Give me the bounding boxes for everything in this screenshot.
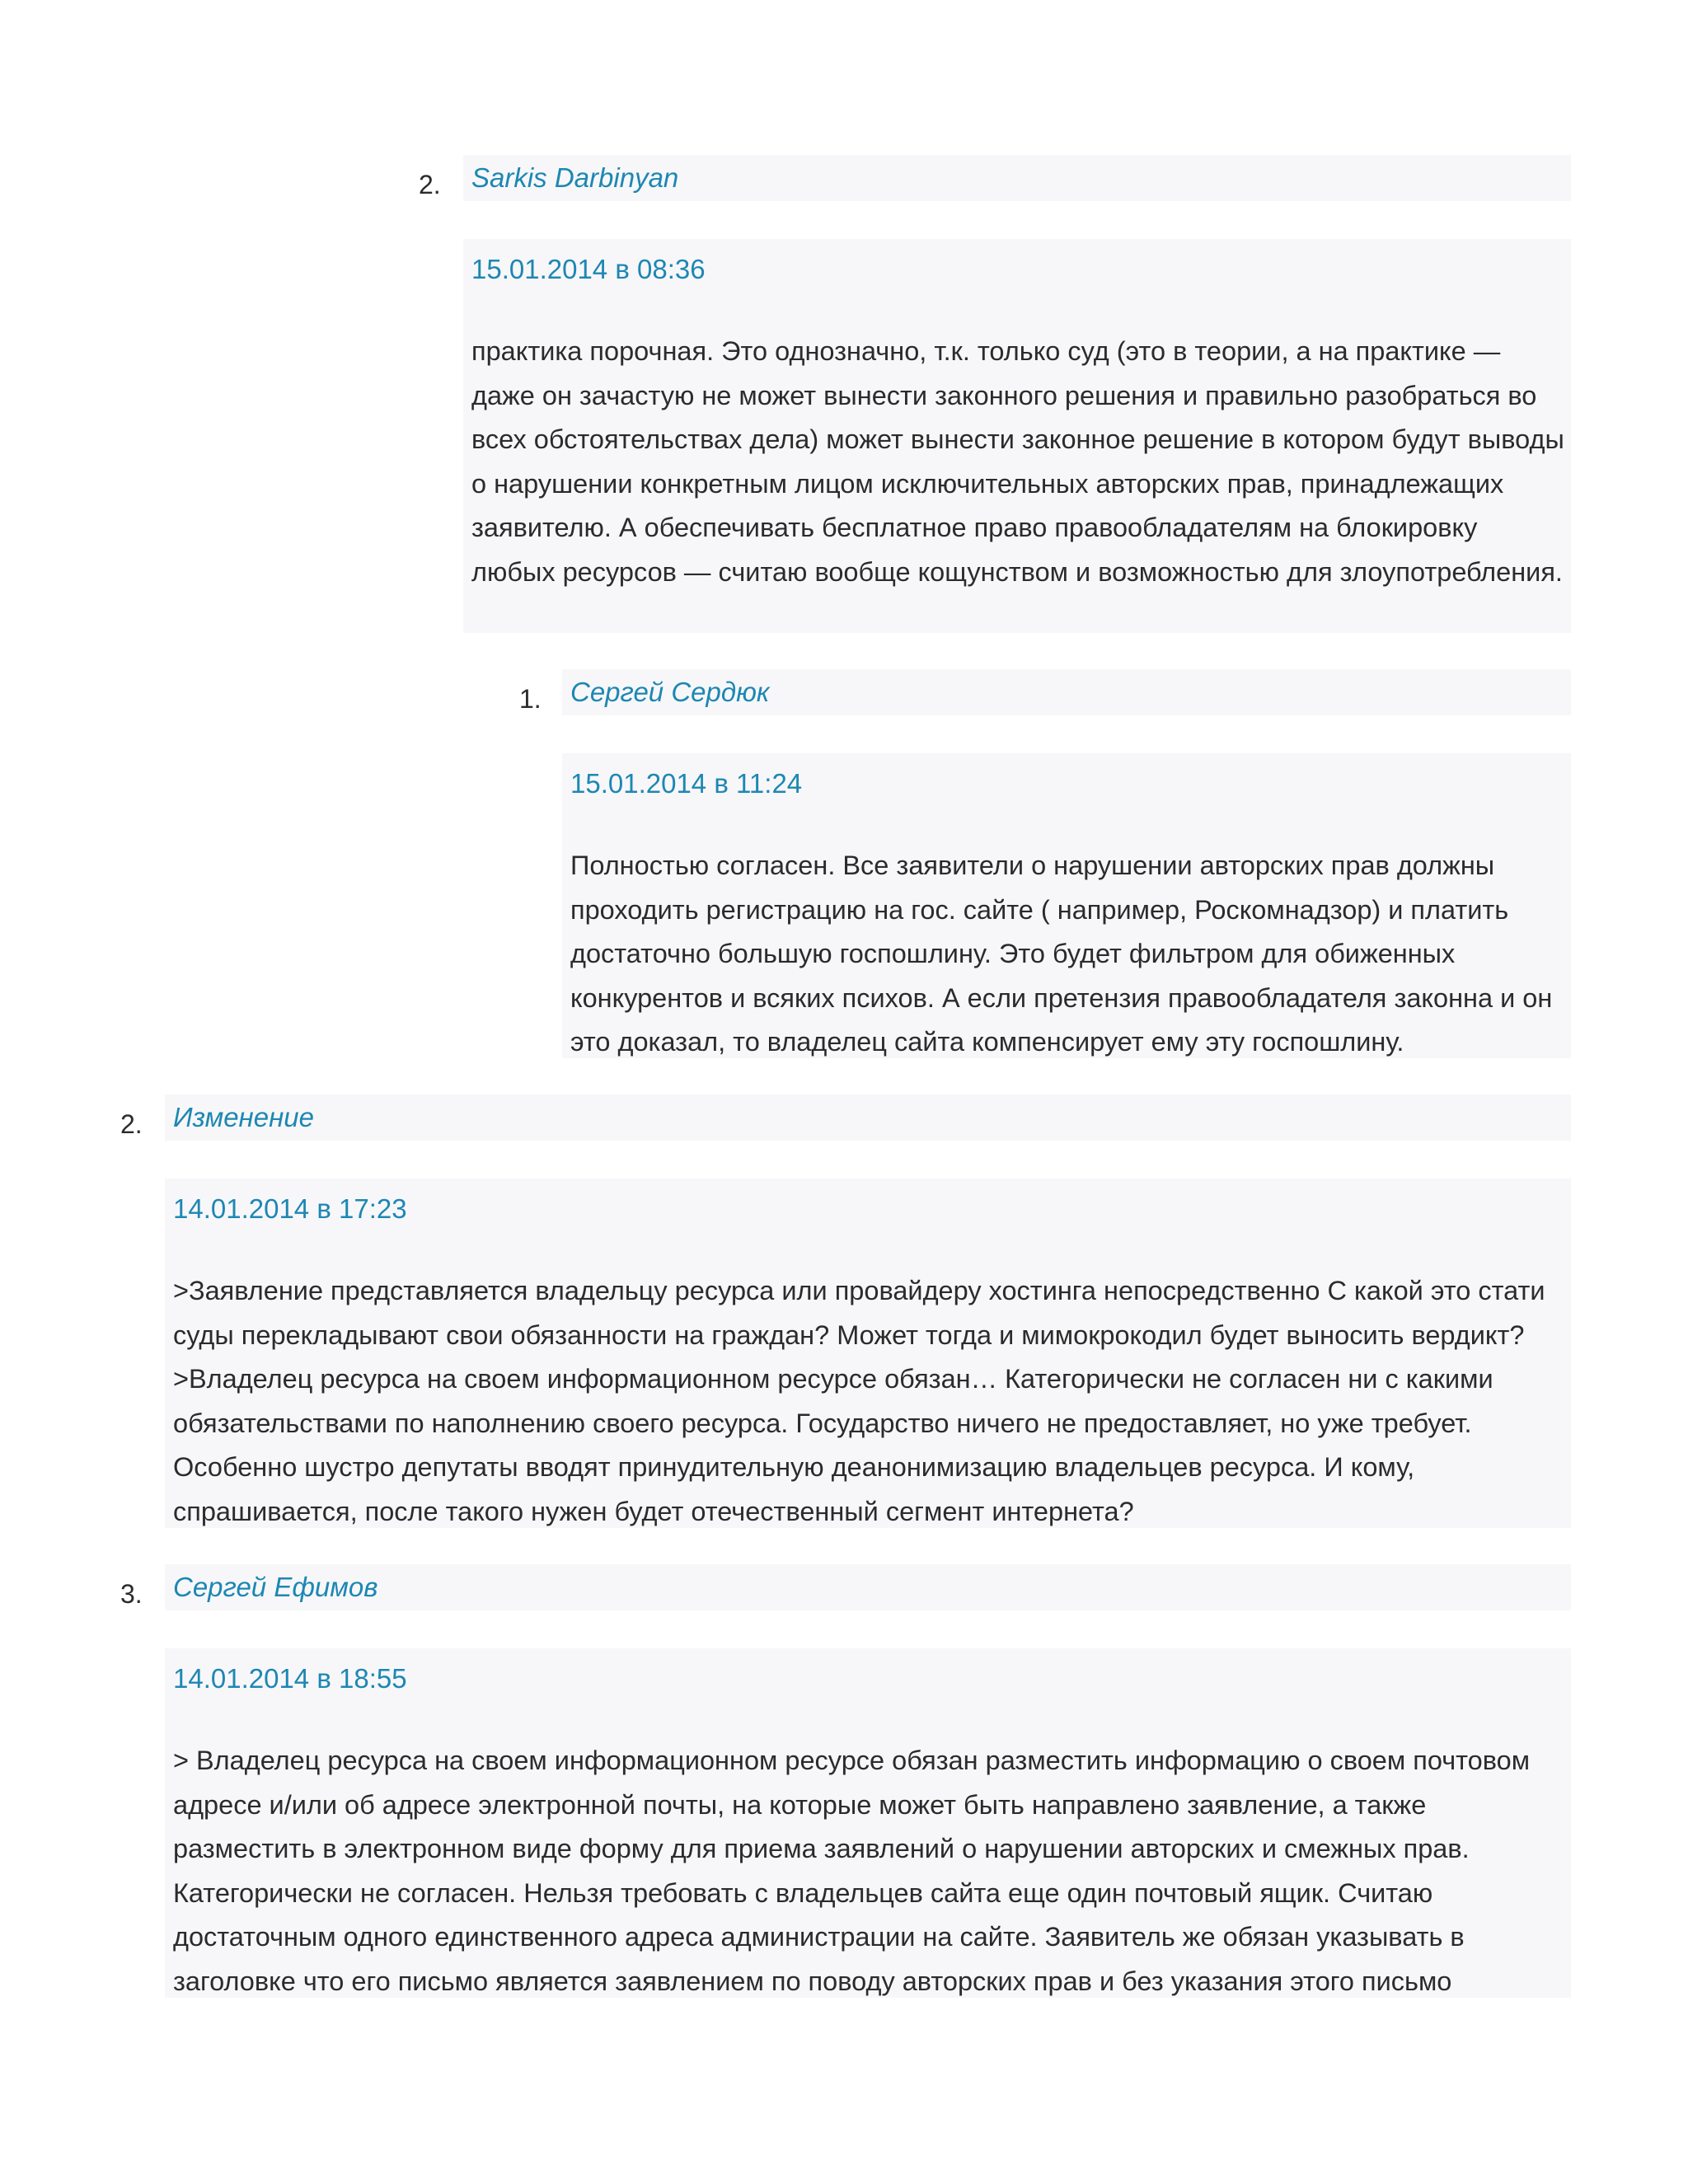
comment-date-link[interactable]: 14.01.2014 в 18:55 — [173, 1663, 407, 1694]
comment-number: 1. — [519, 684, 542, 714]
comment-author-link[interactable]: Сергей Ефимов — [173, 1572, 378, 1602]
comment-date-link[interactable]: 15.01.2014 в 11:24 — [570, 768, 803, 799]
comment-author-row — [463, 155, 1571, 201]
comment-author-row — [165, 1094, 1571, 1141]
comment-author-link[interactable]: Сергей Сердюк — [570, 677, 770, 707]
comment-number: 2. — [419, 170, 441, 199]
comment-author-link[interactable]: Изменение — [173, 1102, 314, 1132]
comment-number: 3. — [120, 1579, 143, 1609]
comment-body — [165, 1179, 1571, 1528]
comment-text: практика порочная. Это однозначно, т.к. только суд (это в теории, а на практике — даже он зачастую не может вынести законного решения и правильно разобраться во всех обстоятельствах дела) может вынести законное решение в котором будут выводы о нарушении конкретным лицом исключительных авторских прав, принадлежащих заявителю. А обеспечивать бесплатное право правообладателям на блокировку любых ресурсов — считаю вообще кощунством и возможностью для злоупотребления. — [471, 336, 1564, 587]
comment-text: >Заявление представляется владельцу ресурса или провайдеру хостинга непосредственно С какой это стати суды перекладывают свои обязанности на граждан? Может тогда и мимокрокодил будет выносить вердикт? >Владелец ресурса на своем информационном ресурсе обязан… Категорически не согласен ни с какими обязательствами по наполнению своего ресурса. Государство ничего не предоставляет, но уже требует. Особенно шустро депутаты вводят принудительную деанонимизацию владельцев ресурса. И кому, спрашивается, после такого нужен будет отечественный сегмент интернета? — [173, 1276, 1545, 1526]
comment-number: 2. — [120, 1109, 143, 1139]
comment-body — [463, 239, 1571, 633]
comment-body — [562, 753, 1571, 1058]
comment-author-link[interactable]: Sarkis Darbinyan — [471, 162, 679, 193]
comment-author-row — [165, 1564, 1571, 1610]
comment-author-row — [562, 669, 1571, 715]
comment-text: Полностью согласен. Все заявители о нарушении авторских прав должны проходить регистрацию на гос. сайте ( например, Роскомнадзор) и платить достаточно большую госпошлину. Это будет фильтром для обиженных конкурентов и всяких психов. А если претензия правообладателя законна и он это доказал, то владелец сайта компенсирует ему эту госпошлину. — [570, 851, 1553, 1057]
comment-date-link[interactable]: 15.01.2014 в 08:36 — [471, 254, 706, 284]
comment-text: > Владелец ресурса на своем информационном ресурсе обязан разместить информацию о своем почтовом адресе и/или об адресе электронной почты, на которые может быть направлено заявление, а также разместить в электронном виде форму для приема заявлений о нарушении авторских и смежных прав. Категорически не согласен. Нельзя требовать с владельцев сайта еще один почтовый ящик. Считаю достаточным одного единственного адреса администрации на сайте. Заявитель же обязан указывать в заголовке что его письмо является заявлением по поводу авторских прав и без указания этого письмо — [173, 1746, 1531, 1996]
comment-date-link[interactable]: 14.01.2014 в 17:23 — [173, 1193, 407, 1224]
comment-body — [165, 1648, 1571, 1998]
